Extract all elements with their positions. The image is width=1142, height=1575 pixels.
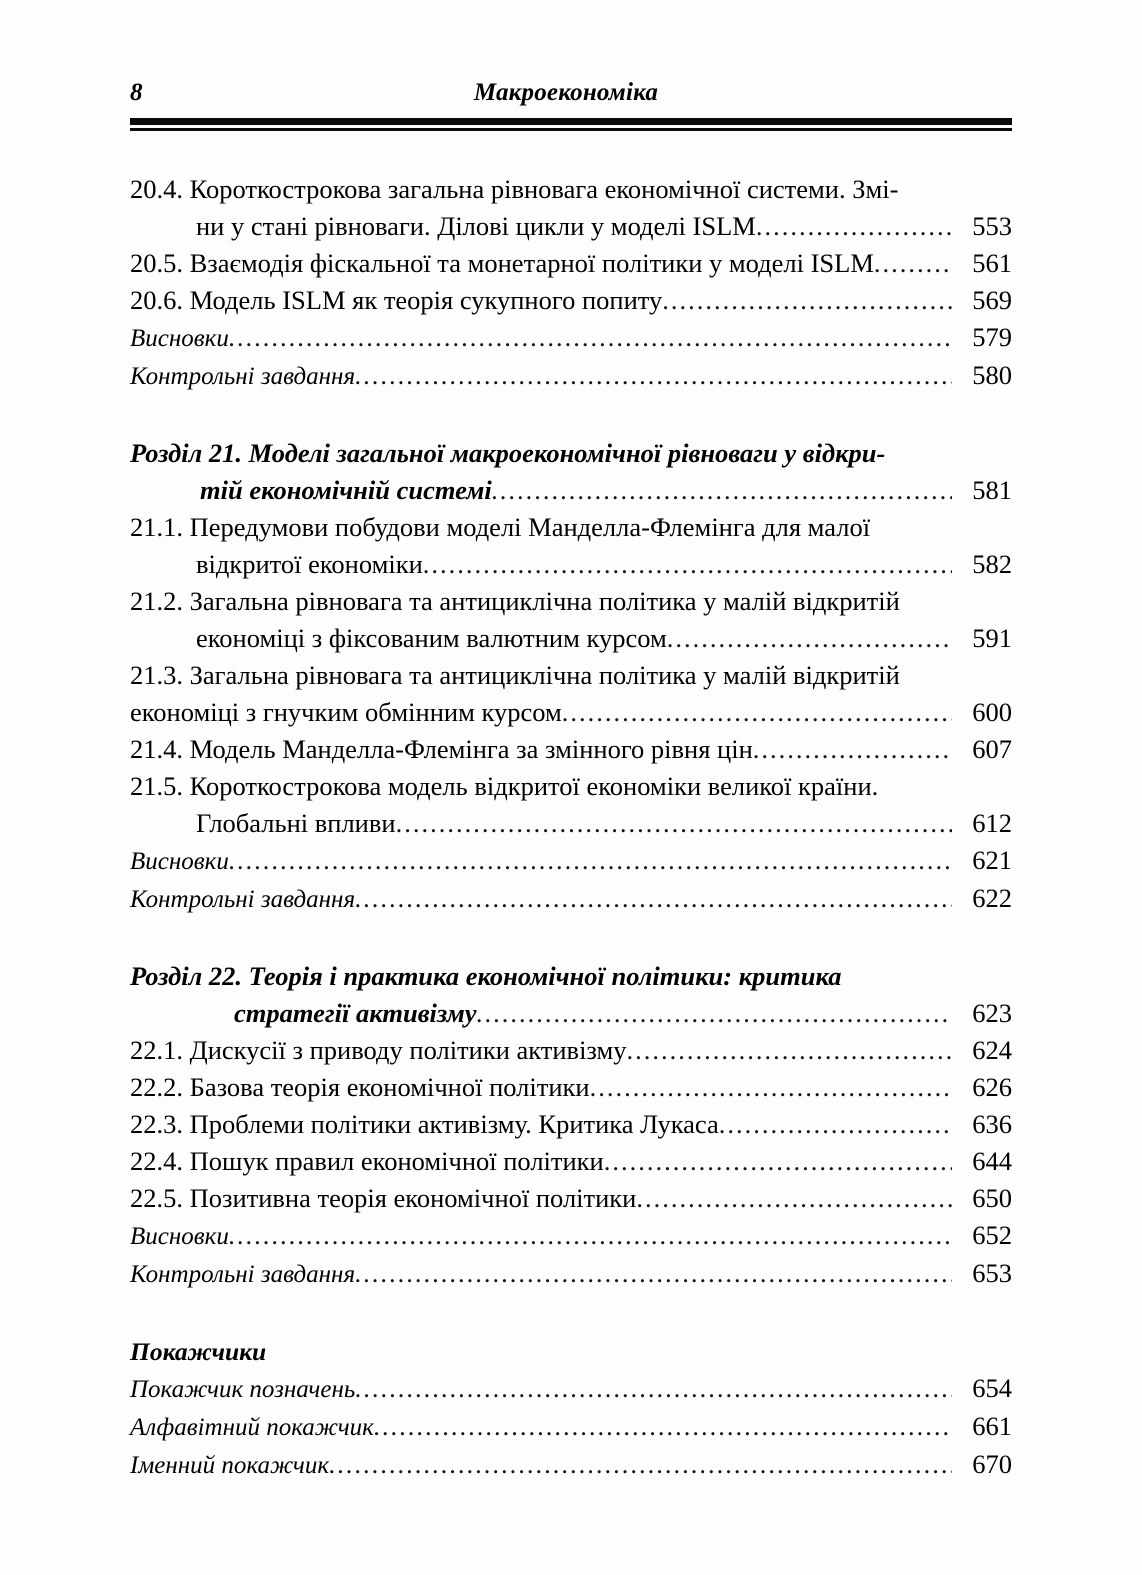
toc-line [130, 995, 1012, 1032]
toc-entry-text: Покажчики [130, 1337, 267, 1366]
entry-22-2[interactable] [130, 1069, 1012, 1106]
toc-entry-text: Висновки [130, 1223, 229, 1250]
dot-leader [627, 1032, 952, 1069]
entry-21-2[interactable] [130, 583, 1012, 657]
toc-page-number: 591 [972, 623, 1012, 653]
page-content [130, 78, 1012, 1484]
entry-22-5[interactable] [130, 1180, 1012, 1217]
dot-leader [662, 282, 952, 319]
toc-page-number: 569 [972, 285, 1012, 315]
toc-entry-text: Контрольні завдання [130, 363, 356, 390]
toc-entry-text: Розділ 21. Моделі загальної макроекономічної рівноваги у відкри- [130, 438, 886, 468]
dot-leader [756, 208, 952, 245]
toc-entry-text: стратегії активізму [234, 998, 477, 1028]
toc-entry-text: Висновки [130, 325, 229, 352]
toc-line [130, 1255, 1012, 1293]
toc-line [130, 509, 1012, 546]
toc-entry-text: 22.1. Дискусії з приводу політики активізму [130, 1035, 627, 1065]
toc-line [130, 880, 1012, 918]
toc-line [130, 319, 1012, 357]
toc-entry-text: 22.2. Базова теорія економічної політики [130, 1072, 590, 1102]
toc-line [130, 1370, 1012, 1408]
toc-entry-text: Висновки [130, 848, 229, 875]
toc-entry-text: економіці з гнучким обмінним курсом [130, 697, 562, 727]
entry-index-notation[interactable] [130, 1370, 1012, 1408]
toc-page-number: 600 [972, 697, 1012, 727]
toc-entry-text: 21.1. Передумови побудови моделі Манделла-Флемінга для малої [130, 512, 871, 542]
toc-entry-text: 22.4. Пошук правил економічної політики [130, 1146, 604, 1176]
toc-page-number: 579 [972, 322, 1012, 352]
toc-line [130, 245, 1012, 282]
toc-page-number: 580 [972, 360, 1012, 390]
dot-leader [396, 805, 952, 842]
toc-line [130, 1032, 1012, 1069]
entry-20-exercises[interactable] [130, 357, 1012, 395]
section-spacer [130, 1293, 1012, 1333]
toc-page-number: 670 [972, 1449, 1012, 1479]
toc-line [130, 1408, 1012, 1446]
toc-page-number: 621 [972, 845, 1012, 875]
toc-page-number: 661 [972, 1411, 1012, 1441]
dot-leader [355, 880, 952, 917]
chapter-heading-21[interactable] [130, 435, 1012, 509]
dot-leader [329, 1446, 952, 1483]
entry-20-6[interactable] [130, 282, 1012, 319]
toc-page-number: 561 [972, 248, 1012, 278]
toc-page-number: 654 [972, 1373, 1012, 1403]
dot-leader [477, 995, 952, 1032]
page-folio-number: 8 [130, 79, 143, 106]
toc-line [130, 1106, 1012, 1143]
section-spacer [130, 395, 1012, 435]
entry-21-conclusions[interactable] [130, 842, 1012, 880]
dot-leader [636, 1180, 952, 1217]
toc-page-number: 581 [972, 475, 1012, 505]
toc-line [130, 958, 1012, 995]
toc-entry-text: 21.4. Модель Манделла-Флемінга за змінного рівня цін [130, 734, 753, 764]
dot-leader [423, 546, 952, 583]
entry-21-1[interactable] [130, 509, 1012, 583]
toc-page-number: 612 [972, 808, 1012, 838]
dot-leader [667, 620, 952, 657]
dot-leader [753, 731, 952, 768]
toc-line [130, 620, 1012, 657]
toc-entry-text: відкритої економіки [196, 549, 423, 579]
dot-leader [229, 842, 952, 879]
section-spacer [130, 918, 1012, 958]
toc-line [130, 805, 1012, 842]
toc-line [130, 583, 1012, 620]
toc-page-number: 623 [972, 998, 1012, 1028]
dot-leader [355, 1255, 952, 1292]
toc-entry-text: Алфавітний покажчик [130, 1414, 374, 1441]
entry-index-names[interactable] [130, 1446, 1012, 1484]
entry-22-conclusions[interactable] [130, 1217, 1012, 1255]
toc-entry-text: економіці з фіксованим валютним курсом [196, 623, 667, 653]
toc-entry-text: 21.5. Короткострокова модель відкритої економіки великої країни. [130, 771, 879, 801]
toc-line [130, 731, 1012, 768]
toc-section-chapter-22 [130, 958, 1012, 1293]
entry-20-4[interactable] [130, 171, 1012, 245]
dot-leader [604, 1143, 952, 1180]
dot-leader [874, 245, 952, 282]
toc-line [130, 1446, 1012, 1484]
toc-line [130, 282, 1012, 319]
toc-entry-text: Контрольні завдання [130, 1261, 356, 1288]
toc-line [130, 1143, 1012, 1180]
toc-page-number: 652 [972, 1220, 1012, 1250]
toc-page-number: 607 [972, 734, 1012, 764]
toc-page-number: 653 [972, 1258, 1012, 1288]
dot-leader [590, 1069, 952, 1106]
toc-line [130, 1069, 1012, 1106]
toc-line [130, 657, 1012, 694]
table-of-contents [130, 171, 1012, 1484]
toc-page-number: 650 [972, 1183, 1012, 1213]
entry-22-exercises[interactable] [130, 1255, 1012, 1293]
entry-21-4[interactable] [130, 731, 1012, 768]
toc-page-number: 636 [972, 1109, 1012, 1139]
running-head [130, 78, 1012, 112]
toc-entry-text: 21.2. Загальна рівновага та антициклічна політика у малій відкритій [130, 586, 900, 616]
toc-entry-text: Покажчик позначень [130, 1376, 356, 1403]
toc-entry-text: 22.3. Проблеми політики активізму. Критика Лукаса [130, 1109, 719, 1139]
dot-leader [229, 319, 952, 356]
entry-21-3[interactable] [130, 657, 1012, 731]
toc-section-chapter-21 [130, 435, 1012, 918]
toc-entry-text: 20.4. Короткострокова загальна рівновага економічної системи. Змі- [130, 174, 899, 204]
header-rule-thick [130, 118, 1012, 125]
toc-line [130, 842, 1012, 880]
entry-22-4[interactable] [130, 1143, 1012, 1180]
dot-leader [229, 1217, 952, 1254]
dot-leader [492, 472, 952, 509]
toc-page-number: 553 [972, 211, 1012, 241]
toc-page-number: 626 [972, 1072, 1012, 1102]
toc-entry-text: 22.5. Позитивна теорія економічної політики [130, 1183, 637, 1213]
toc-line [130, 472, 1012, 509]
toc-entry-text: 21.3. Загальна рівновага та антициклічна політика у малій відкритій [130, 660, 900, 690]
toc-entry-text: Іменний покажчик [130, 1452, 330, 1479]
toc-entry-text: ни у стані рівноваги. Ділові цикли у моделі ISLM [196, 211, 756, 241]
chapter-heading-22[interactable] [130, 958, 1012, 1032]
toc-page-number: 622 [972, 883, 1012, 913]
toc-entry-text: Контрольні завдання [130, 886, 356, 913]
index-section-heading[interactable] [130, 1333, 1012, 1370]
entry-22-3[interactable] [130, 1106, 1012, 1143]
dot-leader [562, 694, 952, 731]
toc-line [130, 1217, 1012, 1255]
entry-index-alphabetical[interactable] [130, 1408, 1012, 1446]
toc-line [130, 546, 1012, 583]
entry-22-1[interactable] [130, 1032, 1012, 1069]
toc-entry-text: Розділ 22. Теорія і практика економічної політики: критика [130, 961, 842, 991]
toc-line [130, 435, 1012, 472]
toc-page-number: 582 [972, 549, 1012, 579]
toc-page-number: 624 [972, 1035, 1012, 1065]
dot-leader [719, 1106, 952, 1143]
toc-page-number: 644 [972, 1146, 1012, 1176]
toc-line [130, 357, 1012, 395]
toc-entry-text: тій економічній системі [200, 475, 492, 505]
entry-21-exercises[interactable] [130, 880, 1012, 918]
toc-entry-text: 20.5. Взаємодія фіскальної та монетарної політики у моделі ISLM [130, 248, 874, 278]
toc-entry-text: 20.6. Модель ISLM як теорія сукупного попиту [130, 285, 663, 315]
toc-section-chapter-20-tail [130, 171, 1012, 395]
entry-20-conclusions[interactable] [130, 319, 1012, 357]
toc-entry-text: Глобальні впливи [196, 808, 396, 838]
book-title: Макроекономіка [473, 79, 659, 106]
dot-leader [355, 357, 952, 394]
toc-section-indexes [130, 1333, 1012, 1484]
dot-leader [355, 1370, 952, 1407]
entry-20-5[interactable] [130, 245, 1012, 282]
toc-line [130, 1333, 1012, 1370]
toc-line [130, 1180, 1012, 1217]
toc-line [130, 694, 1012, 731]
toc-line [130, 768, 1012, 805]
header-rule-thin [130, 128, 1012, 131]
toc-line [130, 208, 1012, 245]
dot-leader [374, 1408, 952, 1445]
toc-line [130, 171, 1012, 208]
entry-21-5[interactable] [130, 768, 1012, 842]
